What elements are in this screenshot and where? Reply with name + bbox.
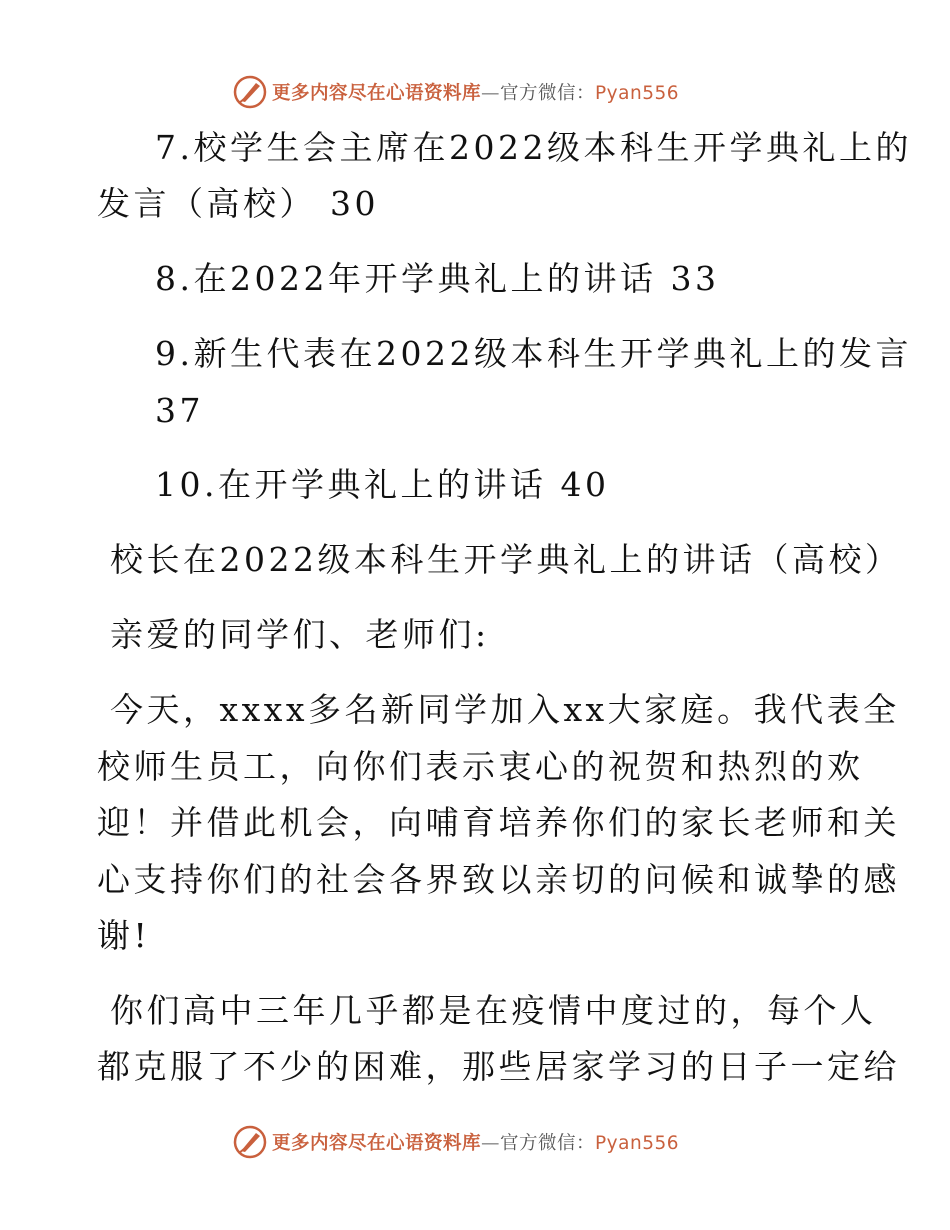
quill-logo-icon <box>232 1124 268 1160</box>
paragraph-line: 今天，xxxx多名新同学加入xx大家庭。我代表全 <box>110 690 900 729</box>
watermark-wechat-label: 官方微信： <box>500 1133 596 1154</box>
paragraph-line: 都克服了不少的困难，那些居家学习的日子一定给 <box>97 1047 900 1086</box>
watermark-main-text: 更多内容尽在心语资料库 <box>272 1133 482 1154</box>
watermark-separator: — <box>481 1133 501 1154</box>
article-salutation: 亲爱的同学们、老师们: <box>110 615 490 654</box>
toc-item-8: 8.在2022年开学典礼上的讲话 33 <box>155 259 720 298</box>
toc-item-7-line1: 7.校学生会主席在2022级本科生开学典礼上的 <box>155 128 912 167</box>
toc-item-10: 10.在开学典礼上的讲话 40 <box>155 465 610 504</box>
footer-watermark <box>0 1122 950 1162</box>
watermark-wechat-id: Pyan556 <box>595 83 680 104</box>
toc-item-7-line2: 发言（高校） 30 <box>97 184 379 223</box>
paragraph-line: 心支持你们的社会各界致以亲切的问候和诚挚的感 <box>97 860 900 899</box>
toc-item-9-line1: 9.新生代表在2022级本科生开学典礼上的发言 <box>155 334 912 373</box>
quill-logo-icon <box>232 74 268 110</box>
article-title: 校长在2022级本科生开学典礼上的讲话（高校） <box>110 540 902 579</box>
watermark-wechat-id: Pyan556 <box>595 1133 680 1154</box>
paragraph-line: 谢! <box>97 916 151 955</box>
toc-item-9-line2: 37 <box>155 391 204 430</box>
paragraph-line: 校师生员工，向你们表示衷心的祝贺和热烈的欢 <box>97 747 864 786</box>
paragraph-line: 你们高中三年几乎都是在疫情中度过的，每个人 <box>110 991 877 1030</box>
watermark-main-text: 更多内容尽在心语资料库 <box>272 83 482 104</box>
watermark-separator: — <box>481 83 501 104</box>
paragraph-line: 迎！并借此机会，向哺育培养你们的家长老师和关 <box>97 803 900 842</box>
header-watermark <box>0 72 950 112</box>
watermark-wechat-label: 官方微信： <box>500 83 596 104</box>
